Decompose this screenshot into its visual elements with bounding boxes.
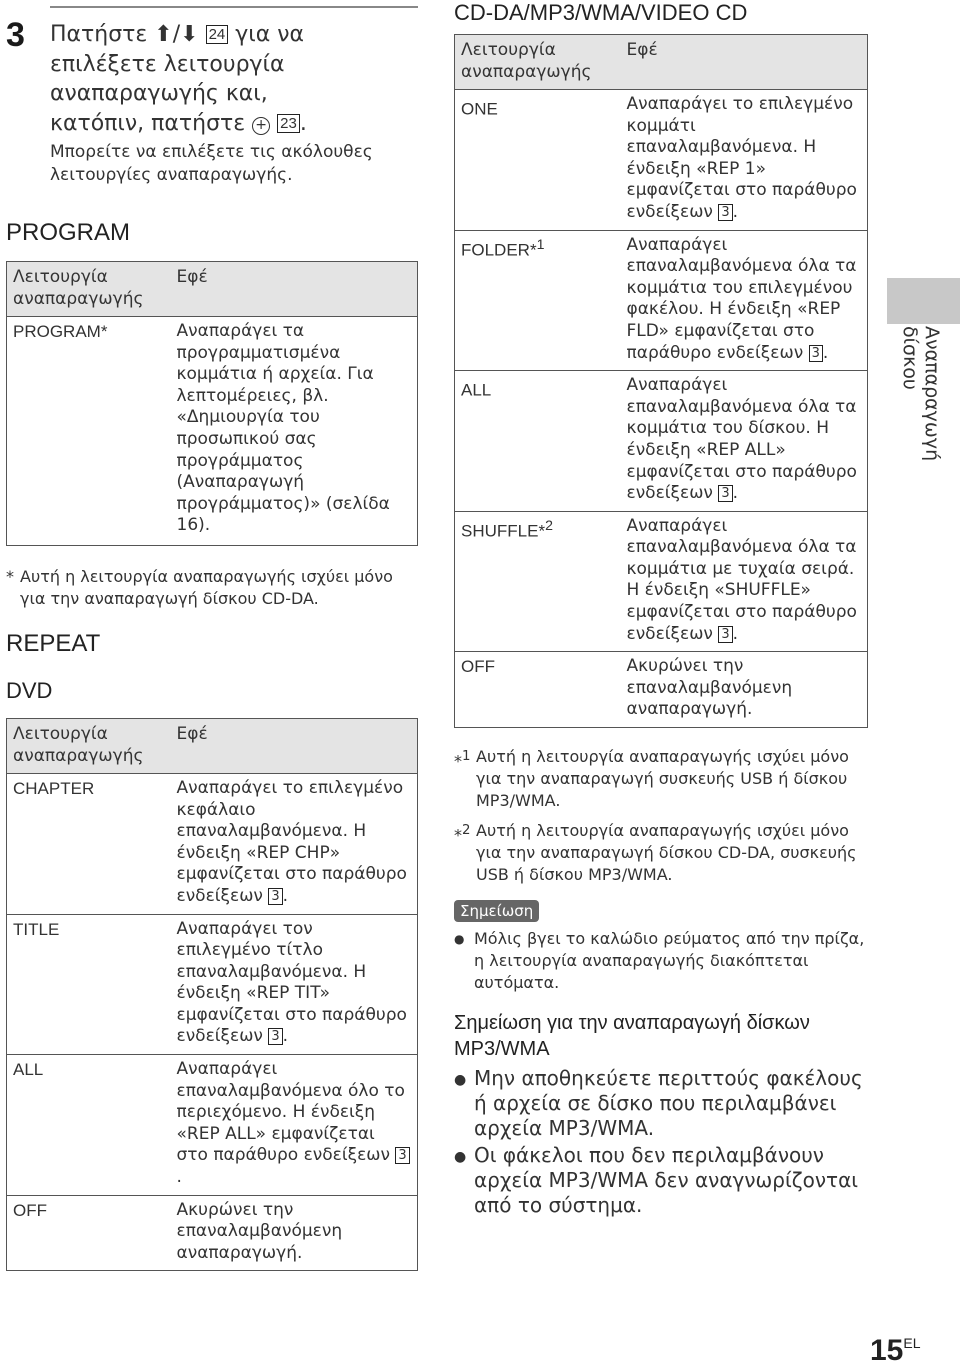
note-section xyxy=(454,900,868,994)
program-footnote: * Αυτή η λειτουργία αναπαραγωγής ισχύει μόνο για την αναπαραγωγή δίσκου CD-DA. xyxy=(6,566,393,608)
step-instruction: Πατήστε ⬆/⬇ 24 για να επιλέξετε λειτουργία αναπαραγωγής και, κατόπιν, πατήστε + 23 . xyxy=(50,22,307,136)
right-column xyxy=(454,0,868,1218)
table-row: ALL Αναπαράγει επαναλαμβανόμενα όλο το περιεχόμενο. Η ένδειξη «REP ALL» εμφανίζεται στο παράθυρο ενδείξεων 3. xyxy=(7,1055,418,1196)
display-window-icon: 3 xyxy=(718,485,732,502)
program-effect: Αναπαράγει τα προγραμματισμένα κομμάτια ή αρχεία. Για λεπτομέρειες, βλ. «Δημιουργία του προσωπικού σας προγράμματος (Αναπαραγωγή προγράμματος)» (σελίδα 16). xyxy=(171,317,418,546)
table-row: OFF Ακυρώνει την επαναλαμβανόμενη αναπαραγωγή. xyxy=(7,1195,418,1271)
table-row: ALL Αναπαράγει επαναλαμβανόμενα όλα τα κομμάτια του δίσκου. Η ένδειξη «REP ALL» εμφανίζεται στο παράθυρο ενδείξεων 3 . xyxy=(455,371,868,512)
step-description: Μπορείτε να επιλέξετε τις ακόλουθες λειτουργίες αναπαραγωγής. xyxy=(50,142,373,185)
table-row: SHUFFLE*$^2$ Αναπαράγει επαναλαμβανόμενα όλα τα κομμάτια με τυχαία σειρά. Η ένδειξη «SHUFFLE» εμφανίζεται στο παράθυρο ενδείξεων 3 . xyxy=(455,511,868,652)
table-row: CHAPTER Αναπαράγει το επιλεγμένο κεφάλαιο επαναλαμβανόμενα. Η ένδειξη «REP CHP» εμφανίζεται στο παράθυρο ενδείξεων 3 . xyxy=(7,773,418,914)
cd-footnote-1: *$^1$ Αυτή η λειτουργία αναπαραγωγής ισχύει μόνο για την αναπαραγωγή συσκευής USB ή δίσκου MP3/WMA. xyxy=(454,747,849,811)
display-window-icon: 3 xyxy=(809,345,823,362)
note-list xyxy=(454,928,868,994)
program-col-effect: Εφέ xyxy=(171,262,418,317)
page-number: $15^{EL}$ xyxy=(870,1334,921,1364)
dvd-heading: DVD xyxy=(6,677,53,703)
program-col-mode: Λειτουργία αναπαραγωγής xyxy=(7,262,171,317)
list-item: ● Μην αποθηκεύετε περιττούς φακέλους ή αρχεία σε δίσκο που περιλαμβάνει αρχεία MP3/WMA. xyxy=(454,1066,868,1141)
step-number: 3 xyxy=(6,16,25,54)
cd-heading: CD-DA/MP3/WMA/VIDEO CD xyxy=(454,0,748,25)
cd-footnote-2: *$^2$ Αυτή η λειτουργία αναπαραγωγής ισχύει μόνο για την αναπαραγωγή δίσκου CD-DA, συσκευής USB ή δίσκου MP3/WMA. xyxy=(454,821,857,885)
key-24-icon: 24 xyxy=(206,25,229,44)
display-window-icon: 3 xyxy=(268,888,282,905)
table-row: OFF Ακυρώνει την επαναλαμβανόμενη αναπαραγωγή. xyxy=(455,652,868,728)
display-window-icon: 3 xyxy=(718,626,732,643)
step-3 xyxy=(6,0,418,187)
table-row: FOLDER*$^1$ Αναπαράγει επαναλαμβανόμενα όλα τα κομμάτια του επιλεγμένου φακέλου. Η ένδειξη «REP FLD» εμφανίζεται στο παράθυρο ενδείξεων 3 . xyxy=(455,230,868,371)
table-row: ONE Αναπαράγει το επιλεγμένο κομμάτι επαναλαμβανόμενα. Η ένδειξη «REP 1» εμφανίζεται στο παράθυρο ενδείξεων 3 . xyxy=(455,90,868,231)
display-window-icon: 3 xyxy=(718,204,732,221)
mp3-note-heading: Σημείωση για την αναπαραγωγή δίσκων MP3/WMA xyxy=(454,1012,810,1061)
note-badge: Σημείωση xyxy=(454,900,539,922)
cd-col-effect: Εφέ xyxy=(621,35,868,90)
table-row: TITLE Αναπαράγει τον επιλεγμένο τίτλο επαναλαμβανόμενα. Η ένδειξη «REP TIT» εμφανίζεται στο παράθυρο ενδείξεων 3 . xyxy=(7,914,418,1055)
table-row xyxy=(7,317,418,546)
key-23-icon: 23 xyxy=(277,114,300,133)
program-mode: PROGRAM* xyxy=(7,317,171,546)
display-window-icon: 3 xyxy=(268,1028,282,1045)
cd-col-mode: Λειτουργία αναπαραγωγής xyxy=(455,35,621,90)
mp3-note-list xyxy=(454,1066,868,1218)
display-window-icon: 3 xyxy=(395,1147,409,1164)
dvd-repeat-table xyxy=(6,718,418,1271)
dvd-col-mode: Λειτουργία αναπαραγωγής xyxy=(7,718,171,773)
section-tab-label: Αναπαραγωγή δίσκου xyxy=(899,326,943,462)
enter-button-icon: + xyxy=(252,117,270,135)
repeat-heading: REPEAT xyxy=(6,629,101,657)
left-column xyxy=(6,0,418,1271)
program-heading: PROGRAM xyxy=(6,219,131,246)
list-item: ● Οι φάκελοι που δεν περιλαμβάνουν αρχεία MP3/WMA δεν αναγνωρίζονται από το σύστημα. xyxy=(454,1143,868,1218)
section-tab xyxy=(887,278,960,324)
program-table xyxy=(6,261,418,546)
list-item: ● Μόλις βγει το καλώδιο ρεύματος από την πρίζα, η λειτουργία αναπαραγωγής διακόπτεται αυτόματα. xyxy=(454,928,868,994)
cd-repeat-table xyxy=(454,34,868,728)
dvd-col-effect: Εφέ xyxy=(171,718,418,773)
